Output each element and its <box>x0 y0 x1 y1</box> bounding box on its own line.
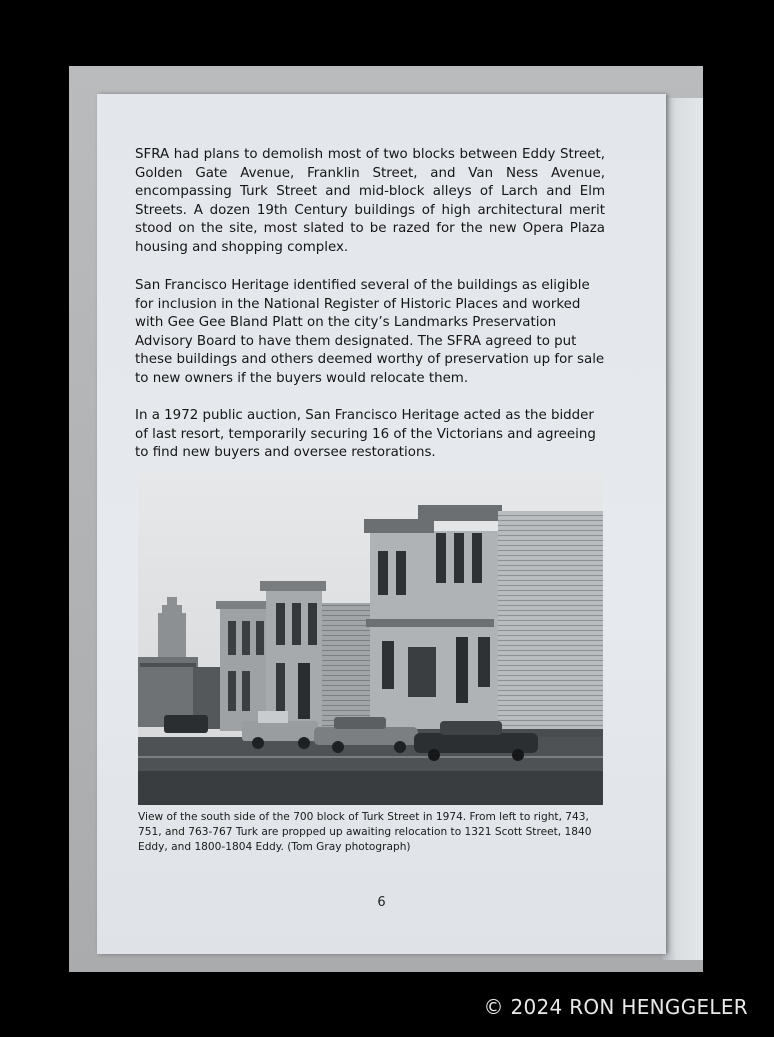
copyright-watermark: © 2024 RON HENGGELER <box>483 995 748 1019</box>
next-page-edge <box>662 98 703 960</box>
paragraph-3: In a 1972 public auction, San Francisco Heritage acted as the bidder of last resort, temporarily securing 16 of the Victorians and agreeing to find new buyers and oversee restorations. <box>135 408 596 460</box>
paragraph-1: SFRA had plans to demolish most of two blocks between Eddy Street, Golden Gate Avenue, Franklin Street, and Van Ness Avenue, encompassing Turk Street and mid-block alleys of Larch and Elm Streets. A dozen 19th Century buildings of high architectural merit stood on the site, most slated to be razed for the new Opera Plaza housing and shopping complex. <box>135 147 605 255</box>
booklet-page <box>97 94 666 954</box>
photo-caption: View of the south side of the 700 block of Turk Street in 1974. From left to right, 743, 751, and 763-767 Turk are propped up awaiting relocation to 1321 Scott Street, 1840 Eddy, and 1800-1804 Eddy. (Tom Gray photograph) <box>138 811 592 853</box>
page-number: 6 <box>377 895 386 910</box>
paragraph-2: San Francisco Heritage identified several of the buildings as eligible for inclusion in the National Register of Historic Places and worked with Gee Gee Bland Platt on the city’s Landmarks Preservation Advisory Board to have them designated. The SFRA agreed to put these buildings and others deemed worthy of preservation up for sale to new owners if the buyers would relocate them. <box>135 278 605 386</box>
turk-street-photograph <box>138 471 603 805</box>
